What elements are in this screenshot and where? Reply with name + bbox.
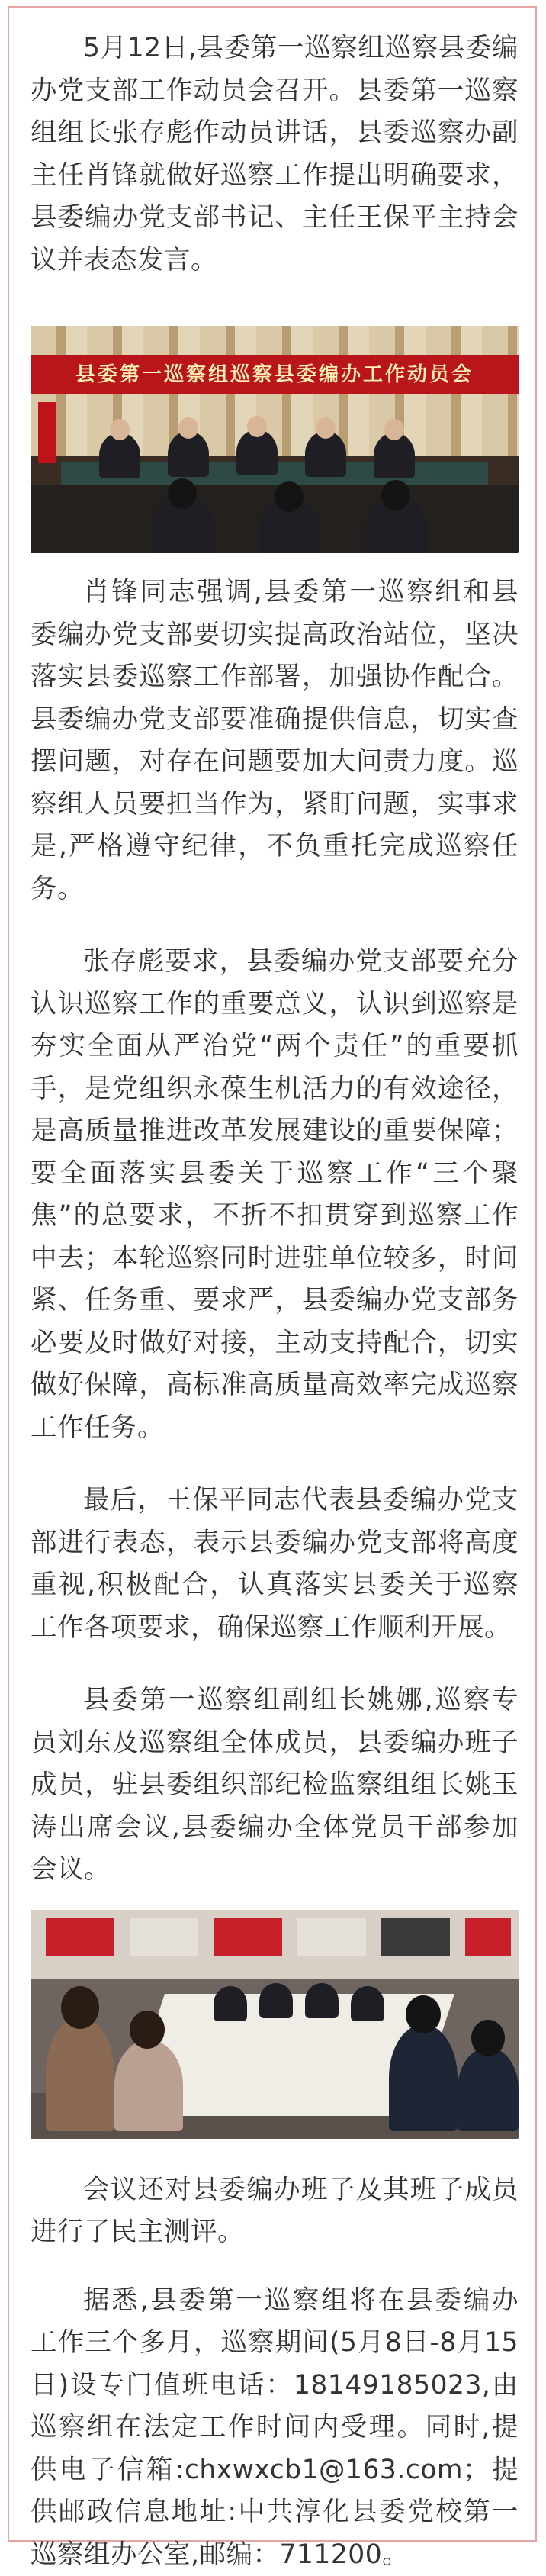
paragraph-wang-baoping: 最后，王保平同志代表县委编办党支部进行表态，表示县委编办党支部将高度重视,积极配合，认真落实县委关于巡察工作各项要求，确保巡察工作顺利开展。 bbox=[31, 1480, 519, 1649]
meeting-photo-2 bbox=[31, 1910, 519, 2139]
attendee bbox=[214, 1986, 247, 2021]
wall-board bbox=[297, 1918, 366, 1956]
attendee bbox=[305, 1983, 339, 2018]
article-body bbox=[31, 27, 519, 2576]
wall-board bbox=[46, 1918, 114, 1956]
attendee-head bbox=[178, 417, 198, 439]
attendee-head bbox=[168, 478, 197, 509]
paragraph-zhang-cunbiao: 张存彪要求，县委编办党支部要充分认识巡察工作的重要意义，认识到巡察是夯实全面从严治党“两个责任”的重要抓手，是党组织永葆生机活力的有效途径，是高质量推进改革发展建设的重要保障；要全面落实县委关于巡察工作“三个聚焦”的总要求，不折不扣贯穿到巡察工作中去；本轮巡察同时进驻单位较多，时间紧、任务重、要求严，县委编办党支部务必要及时做好对接，主动支持配合，切实做好保障，高标准高质量高效率完成巡察工作任务。 bbox=[31, 941, 519, 1449]
wall-board bbox=[214, 1918, 282, 1956]
attendee-head bbox=[316, 417, 336, 439]
attendee-head bbox=[247, 416, 267, 437]
attendee-head bbox=[110, 419, 130, 440]
paragraph-contact-info: 据悉,县委第一巡察组将在县委编办工作三个多月，巡察期间(5月8日-8月15日)设专门值班电话：18149185023,由巡察组在法定工作时间内受理。同时,提供电子信箱:chxwxcb1@163.com；提供邮政信息地址:中共淳化县委党校第一巡察组办公室,邮编：711200。 bbox=[31, 2280, 519, 2576]
red-flag bbox=[38, 402, 56, 463]
paragraph-evaluation: 会议还对县委编办班子及其班子成员进行了民主测评。 bbox=[31, 2169, 519, 2254]
attendee-head bbox=[61, 1986, 99, 2029]
attendee-head bbox=[275, 481, 304, 512]
attendee bbox=[114, 2040, 183, 2131]
paragraph-intro: 5月12日,县委第一巡察组巡察县委编办党支部工作动员会召开。县委第一巡察组组长张存彪作动员讲话，县委巡察办副主任肖锋就做好巡察工作提出明确要求，县委编办党支部书记、主任王保平主持会议并表态发言。 bbox=[31, 27, 519, 282]
attendee bbox=[351, 1986, 384, 2021]
paragraph-xiao-feng: 肖锋同志强调,县委第一巡察组和县委编办党支部要切实提高政治站位，坚决落实县委巡察工作部署，加强协作配合。县委编办党支部要准确提供信息，切实查摆问题，对存在问题要加大问责力度。巡察组人员要担当作为，紧盯问题，实事求是,严格遵守纪律，不负重托完成巡察任务。 bbox=[31, 572, 519, 910]
attendee-head bbox=[471, 2020, 505, 2056]
attendee bbox=[259, 1983, 293, 2018]
attendee bbox=[46, 2017, 114, 2131]
meeting-photo-1 bbox=[31, 326, 519, 553]
meeting-banner: 县委第一巡察组巡察县委编办工作动员会 bbox=[31, 355, 519, 394]
attendee bbox=[458, 2047, 519, 2131]
attendee-head bbox=[381, 480, 410, 510]
wall-board bbox=[465, 1918, 511, 1956]
wall-board bbox=[130, 1918, 198, 1956]
wall-screen bbox=[381, 1918, 450, 1956]
paragraph-attendees: 县委第一巡察组副组长姚娜,巡察专员刘东及巡察组全体成员，县委编办班子成员，驻县委组织部纪检监察组组长姚玉涛出席会议,县委编办全体党员干部参加会议。 bbox=[31, 1679, 519, 1892]
attendee-head bbox=[406, 1995, 441, 2033]
attendee-head bbox=[384, 419, 404, 440]
attendee-head bbox=[130, 2011, 165, 2049]
attendee bbox=[389, 2024, 458, 2131]
